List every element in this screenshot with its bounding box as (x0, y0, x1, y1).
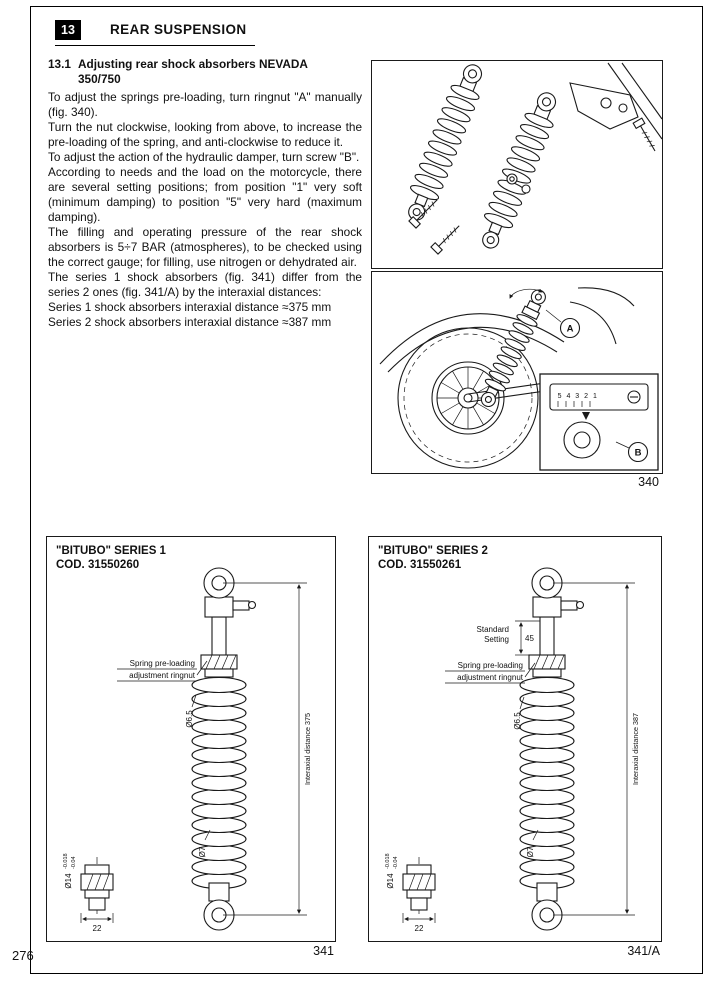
paragraph: Series 2 shock absorbers interaxial distance ≈387 mm (48, 315, 332, 329)
paragraph: The filling and operating pressure of the rear shock absorbers is 5÷7 BAR (atmospheres), to be checked using the correct gauge; for filling, use nitrogen or dehydrated air. (48, 225, 362, 269)
rod-diameter-label: Ø7 (526, 846, 535, 858)
pin-diameter-label: Ø14 (386, 873, 395, 889)
series1-shock-drawing (47, 537, 335, 941)
spring-wire-diameter-label: Ø6.5 (513, 712, 522, 730)
paragraph: Turn the nut clockwise, looking from above, to increase the pre-loading of the spring, and anti-clockwise to reduce it. (48, 120, 362, 149)
figure-340-caption: 340 (638, 475, 659, 489)
pin-tolerance-lower: -0.04 (393, 856, 399, 869)
washer (522, 185, 530, 193)
paragraph: Series 1 shock absorbers interaxial distance ≈375 mm (48, 300, 332, 314)
paragraph: According to needs and the load on the motorcycle, there are several setting positions; from position "1" very soft (minimum damping) to position "5" very hard (maximum damping). (48, 165, 362, 224)
adjuster-scale-numbers: 5 4 3 2 1 (557, 393, 599, 400)
rod-diameter-label: Ø7 (198, 846, 207, 858)
standard-setting-label-line2: Setting (484, 635, 509, 644)
figure-341a-caption: 341/A (627, 944, 660, 958)
body-text-column (48, 57, 362, 330)
figure-341-box (46, 536, 336, 942)
pin-length-label: 22 (92, 924, 102, 933)
standard-setting-label-line1: Standard (476, 625, 509, 634)
label-b: B (634, 447, 642, 459)
paragraph: The series 1 shock absorbers (fig. 341) differ from the series 2 ones (fig. 341/A) by the interaxial distances: (48, 270, 362, 299)
mounting-bush-part (81, 857, 113, 915)
rear-wheel-shock-drawing (372, 272, 662, 473)
figure-340-bottom-frame (371, 271, 663, 474)
ringnut-label-line1: Spring pre-loading (129, 659, 195, 668)
ringnut-label-line1: Spring pre-loading (457, 661, 523, 670)
section-heading (48, 57, 362, 87)
figure-341-title: "BITUBO" SERIES 1 COD. 31550260 (56, 545, 166, 571)
chapter-title: REAR SUSPENSION (110, 22, 247, 37)
mounting-bolt (431, 222, 463, 254)
shock-absorber-left (400, 61, 490, 225)
pin-tolerance-upper: -0.018 (63, 853, 69, 869)
shock-absorber (192, 568, 256, 930)
header-rule (55, 45, 255, 46)
ringnut-label-line2: adjustment ringnut (129, 671, 195, 680)
interaxial-dimension-label: Interaxial distance 387 (631, 713, 640, 785)
mounting-bolt (633, 118, 659, 153)
interaxial-dimension-label: Interaxial distance 375 (303, 713, 312, 785)
section-title: Adjusting rear shock absorbers NEVADA 350/750 (78, 57, 308, 86)
figure-341-caption: 341 (313, 944, 334, 958)
exploded-shock-absorbers-drawing (372, 61, 662, 268)
pin-tolerance-upper: -0.018 (385, 853, 391, 869)
figure-340-top-frame (371, 60, 663, 269)
chapter-number-badge: 13 (55, 20, 81, 40)
figure-341a-box (368, 536, 662, 942)
series2-shock-drawing (369, 537, 661, 941)
shock-absorber (520, 568, 584, 930)
section-number: 13.1 (48, 57, 71, 71)
paragraph: To adjust the springs pre-loading, turn ringnut "A" manually (fig. 340). (48, 90, 362, 119)
figure-341a-title: "BITUBO" SERIES 2 COD. 31550261 (378, 545, 488, 571)
pin-length-label: 22 (414, 924, 424, 933)
standard-setting-value: 45 (525, 634, 534, 643)
shock-absorber-right (474, 88, 564, 253)
label-a: A (566, 323, 574, 335)
pin-diameter-label: Ø14 (64, 873, 73, 889)
page-number: 276 (12, 948, 34, 963)
spring-wire-diameter-label: Ø6.5 (185, 710, 194, 728)
mounting-bush-part (403, 857, 435, 915)
pin-tolerance-lower: -0.04 (71, 856, 77, 869)
ringnut-label-line2: adjustment ringnut (457, 673, 523, 682)
paragraph: To adjust the action of the hydraulic damper, turn screw "B". (48, 150, 360, 164)
